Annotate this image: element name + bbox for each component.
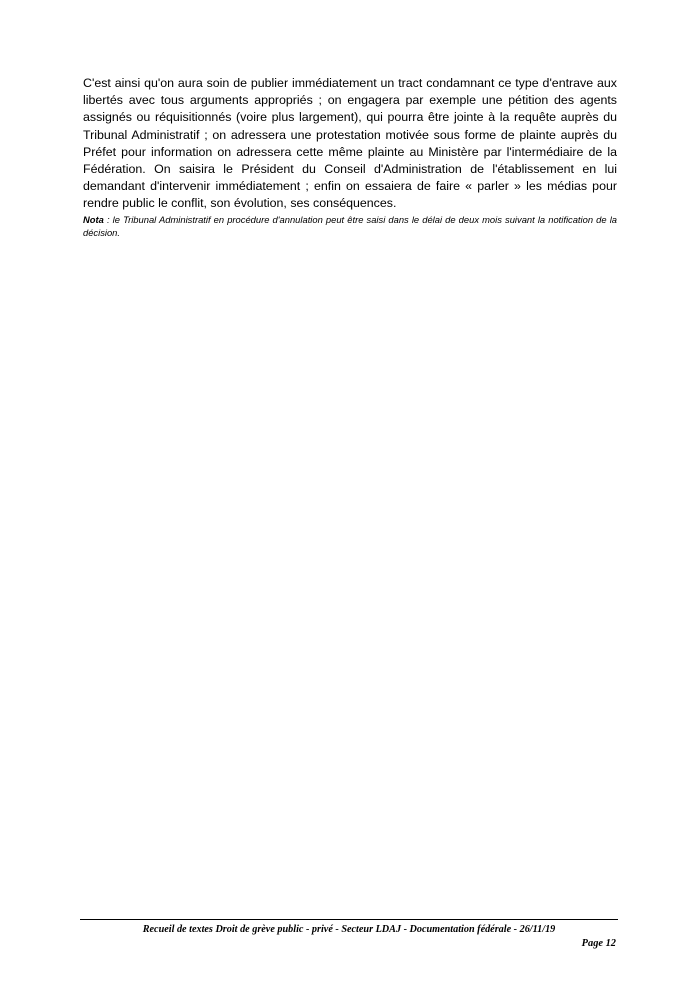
note-text: : le Tribunal Administratif en procédure d'annulation peut être saisi dans le délai de deux mois suivant la notification de la décision. [83, 214, 617, 238]
body-paragraph: C'est ainsi qu'on aura soin de publier immédiatement un tract condamnant ce type d'entrave aux libertés avec tous arguments appropriés ; on engagera par exemple une pétition des agents assignés ou réquisitionnés (voire plus largement), qui pourra être jointe à la requête auprès du Tribunal Administratif ; on adressera une protestation motivée sous forme de plainte auprès du Préfet pour information on adressera cette même plainte au Ministère par l'intermédiaire de la Fédération. On saisira le Président du Conseil d'Administration de l'établissement en lui demandant d'intervenir immédiatement ; enfin on essaiera de faire « parler » les médias pour rendre public le conflit, son évolution, ses conséquences. [83, 76, 617, 211]
footer-divider [80, 919, 618, 920]
page-number: Page 12 [581, 938, 616, 949]
note-paragraph [83, 214, 617, 239]
note-label: Nota [83, 214, 104, 225]
footer-caption: Recueil de textes Droit de grève public - privé - Secteur LDAJ - Documentation fédérale - 26/11/19 [142, 924, 556, 935]
